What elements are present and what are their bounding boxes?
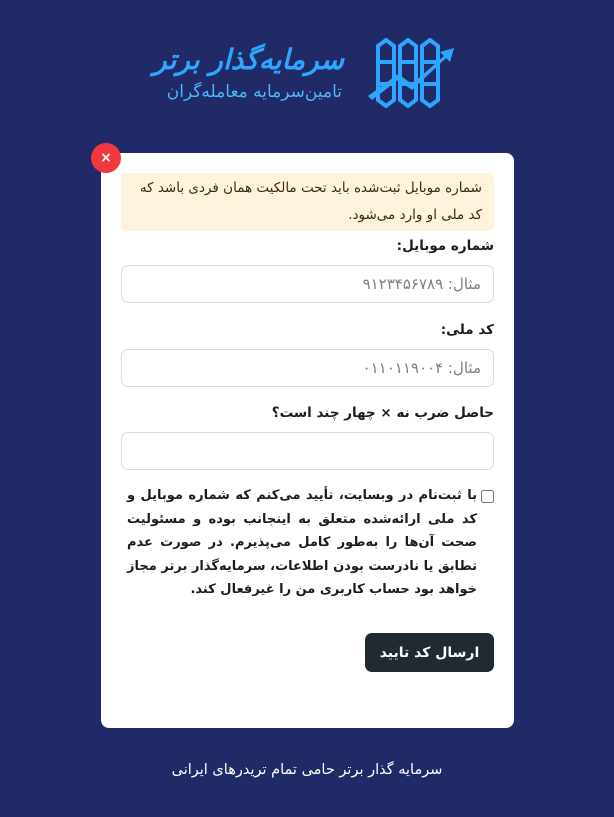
close-button[interactable] bbox=[91, 143, 121, 173]
consent-checkbox[interactable] bbox=[481, 490, 494, 503]
consent-text: با ثبت‌نام در وبسایت، تأیید می‌کنم که شماره موبایل و کد ملی ارائه‌شده متعلق به اینجانب بوده و مسئولیت صحت آن‌ها را به‌طور کامل می‌پذیرم. در صورت عدم تطابق یا نادرست بودن اطلاعات، سرمایه‌گذار برتر مجاز خواهد بود حساب کاربری من را غیرفعال کند. bbox=[127, 488, 477, 597]
mobile-label: شماره موبایل: bbox=[396, 238, 494, 254]
send-code-button[interactable]: ارسال کد تایید bbox=[365, 633, 494, 672]
national-id-input[interactable] bbox=[121, 349, 494, 387]
captcha-input[interactable] bbox=[121, 432, 494, 470]
brand-logo bbox=[153, 38, 454, 110]
close-icon: × bbox=[100, 150, 112, 166]
verification-form-card bbox=[101, 153, 514, 728]
ownership-alert: شماره موبایل ثبت‌شده باید تحت مالکیت همان فردی باشد که کد ملی او وارد می‌شود. bbox=[121, 173, 494, 231]
captcha-label: حاصل ضرب نه × چهار چند است؟ bbox=[271, 405, 494, 421]
footer-text: سرمایه گذار برتر حامی تمام تریدرهای ایرانی bbox=[171, 762, 443, 778]
mobile-input[interactable] bbox=[121, 265, 494, 303]
stacked-coins-arrow-icon bbox=[368, 38, 454, 108]
national-id-label: کد ملی: bbox=[440, 322, 494, 338]
brand-tagline: تامین‌سرمایه معامله‌گران bbox=[166, 82, 342, 102]
brand-name: سرمایه‌گذار برتر bbox=[153, 43, 344, 76]
